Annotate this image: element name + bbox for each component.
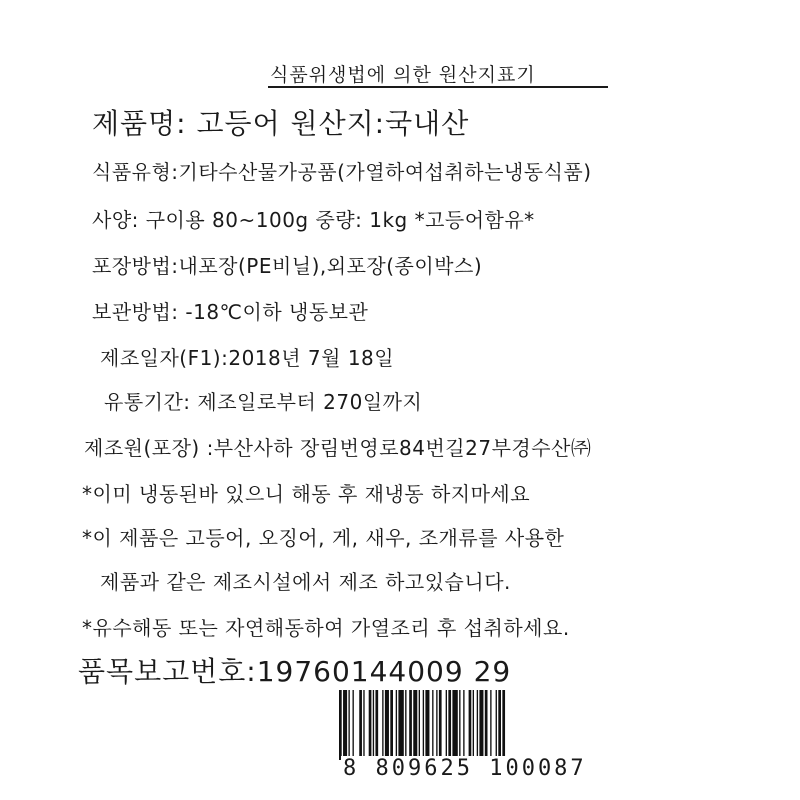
header-underline xyxy=(268,86,608,88)
barcode-bar xyxy=(385,690,389,760)
barcode-bar xyxy=(439,690,442,760)
barcode-digits: 8 809625 100087 xyxy=(341,756,635,781)
product-name-origin: 제품명: 고등어 원산지:국내산 xyxy=(92,107,470,140)
barcode-bar xyxy=(436,690,437,760)
barcode-bar xyxy=(469,690,472,760)
barcode-bar xyxy=(496,690,497,760)
barcode-bar xyxy=(419,690,420,760)
packaging-method: 포장방법:내포장(PE비닐),외포장(종이박스) xyxy=(92,254,483,278)
specification: 사양: 구이용 80~100g 중량: 1kg *고등어함유* xyxy=(92,208,535,232)
barcode-bar xyxy=(498,690,501,760)
food-type: 식품유형:기타수산물가공품(가열하여섭취하는냉동식품) xyxy=(92,160,592,184)
barcode-bar xyxy=(375,690,378,760)
barcode-bar xyxy=(369,690,372,760)
expiry-period: 유통기간: 제조일로부터 270일까지 xyxy=(104,390,423,414)
refreeze-warning: *이미 냉동된바 있으니 해동 후 재냉동 하지마세요 xyxy=(82,482,531,506)
report-number: 품목보고번호:19760144009 29 xyxy=(78,655,512,688)
barcode-bar xyxy=(432,690,433,760)
allergen-notice-continued: 제품과 같은 제조시설에서 제조 하고있습니다. xyxy=(100,570,511,594)
barcode-bar xyxy=(477,690,478,760)
barcode-bar xyxy=(390,690,393,760)
barcode-bar xyxy=(425,690,429,760)
barcode-bar xyxy=(473,690,474,760)
barcode-bar xyxy=(485,690,488,760)
barcode-bar xyxy=(413,690,417,760)
barcode-bar xyxy=(363,690,364,760)
allergen-notice: *이 제품은 고등어, 오징어, 게, 새우, 조개류를 사용한 xyxy=(82,526,565,550)
manufacturer: 제조원(포장) :부산사하 장림번영로84번길27부경수산㈜ xyxy=(84,436,592,460)
barcode-bar xyxy=(490,690,491,760)
barcode-bar xyxy=(339,690,342,760)
barcode-bar xyxy=(396,690,397,760)
barcode-bar xyxy=(448,690,451,760)
barcode-bars xyxy=(335,690,635,760)
label-header: 식품위생법에 의한 원산지표기 xyxy=(270,64,536,86)
barcode-bar xyxy=(359,690,362,760)
barcode-bar xyxy=(348,690,349,760)
barcode-bar xyxy=(409,690,412,760)
storage-method: 보관방법: -18℃이하 냉동보관 xyxy=(92,300,369,324)
barcode-bar xyxy=(343,690,347,760)
barcode-bar xyxy=(446,690,447,760)
barcode-bar xyxy=(382,690,383,760)
barcode-bar xyxy=(353,690,354,760)
barcode-bar xyxy=(479,690,483,760)
barcode-bar xyxy=(373,690,374,760)
barcode-bar xyxy=(405,690,406,760)
barcode xyxy=(335,690,635,790)
barcode-bar xyxy=(463,690,464,760)
barcode-bar xyxy=(398,690,403,760)
thawing-instruction: *유수해동 또는 자연해동하여 가열조리 후 섭취하세요. xyxy=(82,616,570,640)
manufacture-date: 제조일자(F1):2018년 7월 18일 xyxy=(100,346,395,370)
barcode-bar xyxy=(502,690,505,760)
barcode-bar xyxy=(423,690,424,760)
barcode-bar xyxy=(459,690,460,760)
barcode-bar xyxy=(452,690,457,760)
